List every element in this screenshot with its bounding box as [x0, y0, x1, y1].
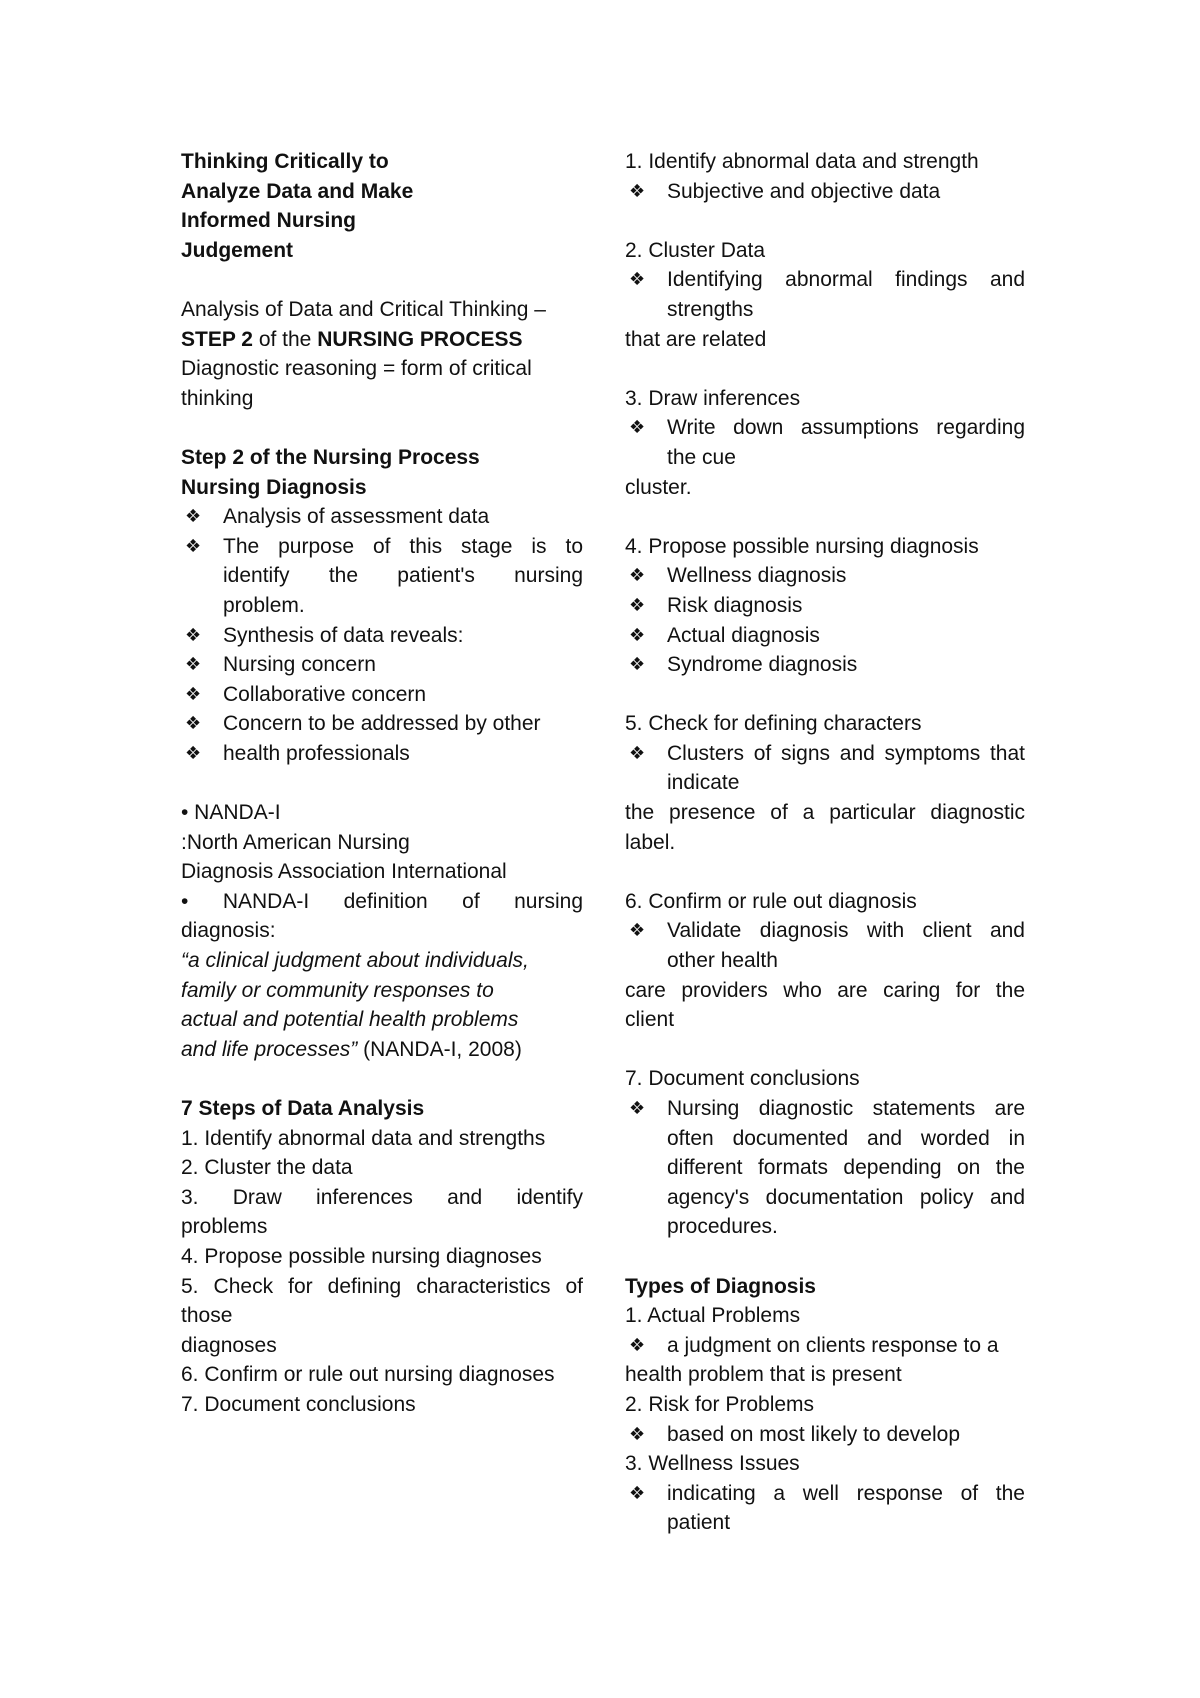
diamond-bullet-icon: ❖: [185, 683, 202, 704]
section-5-after-2: label.: [625, 830, 676, 854]
steps-heading: 7 Steps of Data Analysis: [181, 1097, 425, 1120]
doc-title-line-1: Thinking Critically to: [181, 150, 389, 173]
intro-line-3: Diagnostic reasoning = form of critical: [181, 357, 532, 381]
diamond-bullet-icon: ❖: [629, 742, 646, 763]
diamond-bullet-icon: ❖: [629, 624, 646, 645]
quote-line-1: “a clinical judgment about individuals,: [181, 949, 529, 973]
diamond-bullet-icon: ❖: [185, 535, 202, 556]
nanda-line-3: Diagnosis Association International: [181, 860, 507, 884]
step2-heading: Step 2 of the Nursing Process: [181, 445, 480, 469]
diamond-bullet-icon: ❖: [629, 654, 646, 675]
step-line-6: 6. Confirm or rule out nursing diagnoses: [181, 1363, 555, 1387]
diamond-bullet-icon: ❖: [629, 565, 646, 586]
step-line-5: 5. Check for defining characteristics of: [181, 1274, 583, 1298]
diamond-bullet-icon: ❖: [629, 1423, 646, 1444]
nanda-line-4: • NANDA-I definition of nursing: [181, 889, 583, 913]
step-line-2: 2. Cluster the data: [181, 1156, 353, 1180]
list-item: ❖ Syndrome diagnosis: [625, 650, 1025, 680]
diamond-bullet-icon: ❖: [629, 269, 646, 290]
doc-title-line-2: Analyze Data and Make: [181, 179, 414, 203]
right-column: [625, 147, 1025, 1538]
step-line-1: 1. Identify abnormal data and strengths: [181, 1126, 546, 1150]
list-item: ❖ based on most likely to develop: [625, 1420, 1025, 1450]
step-line-5b: those: [181, 1304, 233, 1328]
section-1-title: 1. Identify abnormal data and strength: [625, 150, 979, 173]
list-item: ❖ a judgment on clients response to a: [625, 1331, 1025, 1361]
section-5-after-1: the presence of a particular diagnostic: [625, 801, 1025, 825]
list-item: ❖ Write down assumptions regarding the cue: [625, 413, 1025, 472]
quote-citation: (NANDA-I, 2008): [357, 1037, 522, 1061]
quote-line-3: actual and potential health problems: [181, 1008, 519, 1032]
section-3-after: cluster.: [625, 475, 692, 499]
diamond-bullet-icon: ❖: [629, 180, 646, 201]
list-item: ❖ health professionals: [181, 739, 583, 769]
list-item: ❖ Risk diagnosis: [625, 591, 1025, 621]
diamond-bullet-icon: ❖: [629, 594, 646, 615]
step-line-3b: problems: [181, 1215, 268, 1239]
quote-line-2: family or community responses to: [181, 978, 494, 1002]
diamond-bullet-icon: ❖: [629, 920, 646, 941]
types-heading: Types of Diagnosis: [625, 1274, 816, 1298]
diamond-bullet-icon: ❖: [629, 1334, 646, 1355]
step2-subheading: Nursing Diagnosis: [181, 475, 367, 499]
list-item: ❖ Concern to be addressed by other: [181, 709, 583, 739]
quote-line-4: and life processes” (NANDA-I, 2008): [181, 1037, 522, 1061]
intro-line-4: thinking: [181, 386, 254, 410]
diamond-bullet-icon: ❖: [185, 713, 202, 734]
list-item: ❖ Clusters of signs and symptoms that indicate: [625, 739, 1025, 798]
list-item: ❖ Nursing concern: [181, 650, 583, 680]
list-item: ❖ Analysis of assessment data: [181, 502, 583, 532]
section-2-after: that are related: [625, 327, 767, 351]
list-item: ❖ Subjective and objective data: [625, 177, 1025, 207]
section-6-after-1: care providers who are caring for the: [625, 978, 1025, 1002]
list-item: ❖ Nursing diagnostic statements are often documented and worded in different formats depending on the agency's documentation policy and procedures.: [625, 1094, 1025, 1242]
list-item: ❖ indicating a well response of the patient: [625, 1479, 1025, 1538]
list-item: ❖ Collaborative concern: [181, 680, 583, 710]
diamond-bullet-icon: ❖: [629, 1482, 646, 1503]
intro-line-1: Analysis of Data and Critical Thinking –: [181, 297, 546, 321]
diamond-bullet-icon: ❖: [185, 654, 202, 675]
type-3-title: 3. Wellness Issues: [625, 1452, 800, 1476]
doc-title-line-3: Informed Nursing: [181, 209, 357, 233]
diamond-bullet-icon: ❖: [629, 1098, 646, 1118]
step-line-7: 7. Document conclusions: [181, 1392, 416, 1416]
list-item: ❖ Identifying abnormal findings and strengths: [625, 265, 1025, 324]
nanda-line-1: • NANDA-I: [181, 801, 281, 825]
section-7-title: 7. Document conclusions: [625, 1067, 860, 1091]
section-3-title: 3. Draw inferences: [625, 386, 801, 410]
section-4-title: 4. Propose possible nursing diagnosis: [625, 534, 979, 558]
type-1-after: health problem that is present: [625, 1363, 902, 1387]
nanda-line-5: diagnosis:: [181, 919, 276, 943]
section-2-title: 2. Cluster Data: [625, 238, 766, 262]
intro-line-2: STEP 2 of the NURSING PROCESS: [181, 327, 523, 351]
type-2-title: 2. Risk for Problems: [625, 1392, 815, 1416]
diamond-bullet-icon: ❖: [185, 742, 202, 763]
nanda-line-2: :North American Nursing: [181, 830, 410, 854]
list-item: ❖ Synthesis of data reveals:: [181, 621, 583, 651]
step-line-4: 4. Propose possible nursing diagnoses: [181, 1244, 542, 1268]
section-6-after-2: client: [625, 1008, 675, 1032]
diamond-bullet-icon: ❖: [185, 506, 202, 527]
section-6-title: 6. Confirm or rule out diagnosis: [625, 889, 917, 913]
step-line-5c: diagnoses: [181, 1333, 277, 1357]
step-line-3: 3. Draw inferences and identify: [181, 1185, 583, 1209]
section-5-title: 5. Check for defining characters: [625, 712, 922, 736]
diamond-bullet-icon: ❖: [629, 417, 646, 438]
diamond-bullet-icon: ❖: [185, 624, 202, 645]
list-item: ❖ Wellness diagnosis: [625, 561, 1025, 591]
list-item: ❖ Validate diagnosis with client and other health: [625, 916, 1025, 975]
list-item: ❖ The purpose of this stage is to identify the patient's nursing problem.: [181, 532, 583, 621]
left-column: [181, 147, 583, 1420]
doc-title-line-4: Judgement: [181, 238, 294, 262]
type-1-title: 1. Actual Problems: [625, 1304, 801, 1328]
list-item: ❖ Actual diagnosis: [625, 621, 1025, 651]
